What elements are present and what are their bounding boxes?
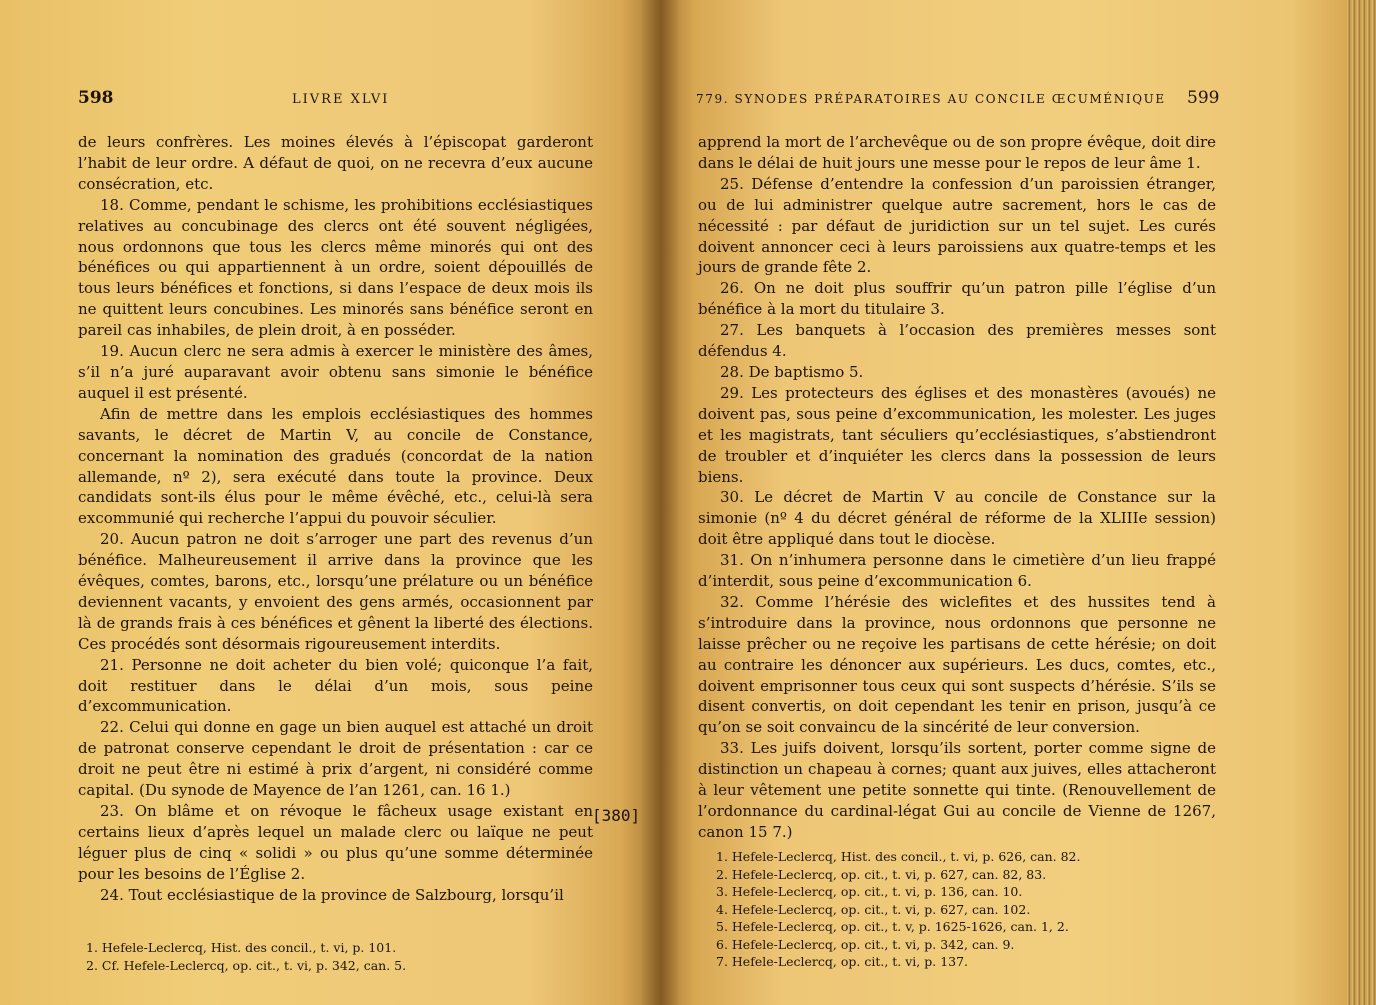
paragraph: Afin de mettre dans les emplois ecclésiastiques des hommes savants, le décret de Martin V, au concile de Constance, concernant la nomination des gradués (concordat de la nation allemande, nº 2), sera exécuté dans toute la province. Deux candidats sont-ils élus pour le même évêché, etc., celui-là sera excommunié qui recherche l’appui du pouvoir séculier. [78,404,593,528]
paragraph: 19. Aucun clerc ne sera admis à exercer le ministère des âmes, s’il n’a juré auparavant avoir obtenu sans simonie le bénéfice auquel il est présenté. [78,342,593,402]
paragraph: 27. Les banquets à l’occasion des premières messes sont défendus 4. [698,321,1216,361]
footnote: 2. Hefele-Leclercq, op. cit., t. vi, p. 627, can. 82, 83. [716,866,1047,882]
paragraph: 21. Personne ne doit acheter du bien volé; quiconque l’a fait, doit restituer dans le délai d’un mois, sous peine d’excommunication. [78,655,593,716]
footnote: 1. Hefele-Leclercq, Hist. des concil., t. vi, p. 101. [86,940,397,955]
right-page-body [698,132,1216,843]
left-page-body [78,132,593,906]
paragraph: 22. Celui qui donne en gage un bien auquel est attaché un droit de patronat conserve cependant le droit de présentation : car ce droit ne peut être ni estimé à prix d’argent, ni considéré comme capital. (Du synode de Mayence de l’an 1261, can. 16 1.) [78,718,593,800]
footnote: 7. Hefele-Leclercq, op. cit., t. vi, p. 137. [716,954,969,969]
marginal-page-reference: [380] [592,806,641,825]
paragraph: 31. On n’inhumera personne dans le cimetière d’un lieu frappé d’interdit, sous peine d’excommunication 6. [698,551,1216,591]
paragraph: 26. On ne doit plus souffrir qu’un patron pille l’église d’un bénéfice à la mort du titulaire 3. [698,279,1216,319]
paragraph: 20. Aucun patron ne doit s’arroger une part des revenus d’un bénéfice. Malheureusement il arrive dans la province que les évêques, comtes, barons, etc., lorsqu’une prélature ou un bénéfice deviennent vacants, y envoient des gens armés, occasionnent par là de grands frais à ces bénéfices et gênent la liberté des élections. Ces procédés sont désormais rigoureusement interdits. [78,530,593,653]
footnote: 1. Hefele-Leclercq, Hist. des concil., t. vi, p. 626, can. 82. [716,849,1081,864]
left-page-number: 598 [78,88,114,108]
paragraph: 28. De baptismo 5. [720,362,864,381]
footnote: 6. Hefele-Leclercq, op. cit., t. vi, p. 342, can. 9. [716,936,1015,952]
footnote: 3. Hefele-Leclercq, op. cit., t. vi, p. 136, can. 10. [716,884,1023,899]
paragraph: 25. Défense d’entendre la confession d’un paroissien étranger, ou de lui administrer quelque autre sacrement, hors le cas de nécessité : par défaut de juridiction sur un tel sujet. Les curés doivent annoncer ceci à leurs paroissiens aux quatre-temps et les jours de grande fête 2. [698,174,1216,277]
left-running-title: LIVRE XLVI [292,92,390,107]
paragraph: 32. Comme l’hérésie des wiclefites et des hussites tend à s’introduire dans la province, nous ordonnons que personne ne laisse prêcher ou ne reçoive les partisans de cette hérésie; on doit au contraire les dénoncer aux supérieurs. Les ducs, comtes, etc., doivent emprisonner tous ceux qui sont suspects d’hérésie. S’ils se disent convertis, on doit cependant les tenir en prison, jusqu’à ce qu’on se soit convaincu de la sincérité de leur conversion. [698,592,1216,737]
right-footnotes [716,848,1196,971]
paragraph: 33. Les juifs doivent, lorsqu’ils sortent, porter comme signe de distinction un chapeau à cornes; quant aux juives, elles attacheront à leur vêtement une petite sonnette qui tinte. (Renouvellement de l’ordonnance du cardinal-légat Gui au concile de Vienne de 1267, canon 15 7.) [698,739,1216,841]
footnote: 5. Hefele-Leclercq, op. cit., t. v, p. 1625-1626, can. 1, 2. [716,919,1069,934]
page-edges [1346,0,1376,1005]
book-gutter-shadow [640,0,680,1005]
left-page [0,0,660,1005]
right-page [660,0,1346,1005]
right-page-number: 599 [1187,88,1220,108]
paragraph: 18. Comme, pendant le schisme, les prohibitions ecclésiastiques relatives au concubinage des clercs ont été souvent négligées, nous ordonnons que tous les clercs même minorés qui ont des bénéfices ou qui appartiennent à un ordre, soient dépouillés de tous leurs bénéfices et fonctions, si dans l’espace de deux mois ils ne quittent leurs concubines. Les minorés sans bénéfice seront en pareil cas inhabiles, de plein droit, à en posséder. [78,195,593,340]
paragraph: 24. Tout ecclésiastique de la province de Salzbourg, lorsqu’il [100,885,564,904]
paragraph: de leurs confrères. Les moines élevés à l’épiscopat garderont l’habit de leur ordre. A défaut de quoi, on ne recevra d’eux aucune consécration, etc. [78,133,593,193]
right-running-title: 779. SYNODES PRÉPARATOIRES AU CONCILE ŒCUMÉNIQUE [696,92,1166,106]
footnote: 4. Hefele-Leclercq, op. cit., t. vi, p. 627, can. 102. [716,901,1031,917]
left-footnotes [86,939,586,974]
paragraph: 29. Les protecteurs des églises et des monastères (avoués) ne doivent pas, sous peine d’excommunication, les molester. Les juges et les magistrats, tant séculiers qu’ecclésiastiques, s’abstiendront de troubler et d’inquiéter les clercs dans la possession de leurs biens. [698,383,1216,486]
footnote: 2. Cf. Hefele-Leclercq, op. cit., t. vi, p. 342, can. 5. [86,957,407,973]
paragraph: 30. Le décret de Martin V au concile de Constance sur la simonie (nº 4 du décret général de réforme de la XLIIIe session) doit être appliqué dans tout le diocèse. [698,488,1216,549]
paragraph: 23. On blâme et on révoque le fâcheux usage existant en certains lieux d’après lequel un malade clerc ou laïque ne peut léguer plus de cinq « solidi » ou plus qu’une somme déterminée pour les besoins de l’Église 2. [78,802,593,883]
paragraph: apprend la mort de l’archevêque ou de son propre évêque, doit dire dans le délai de huit jours une messe pour le repos de leur âme 1. [698,133,1216,172]
